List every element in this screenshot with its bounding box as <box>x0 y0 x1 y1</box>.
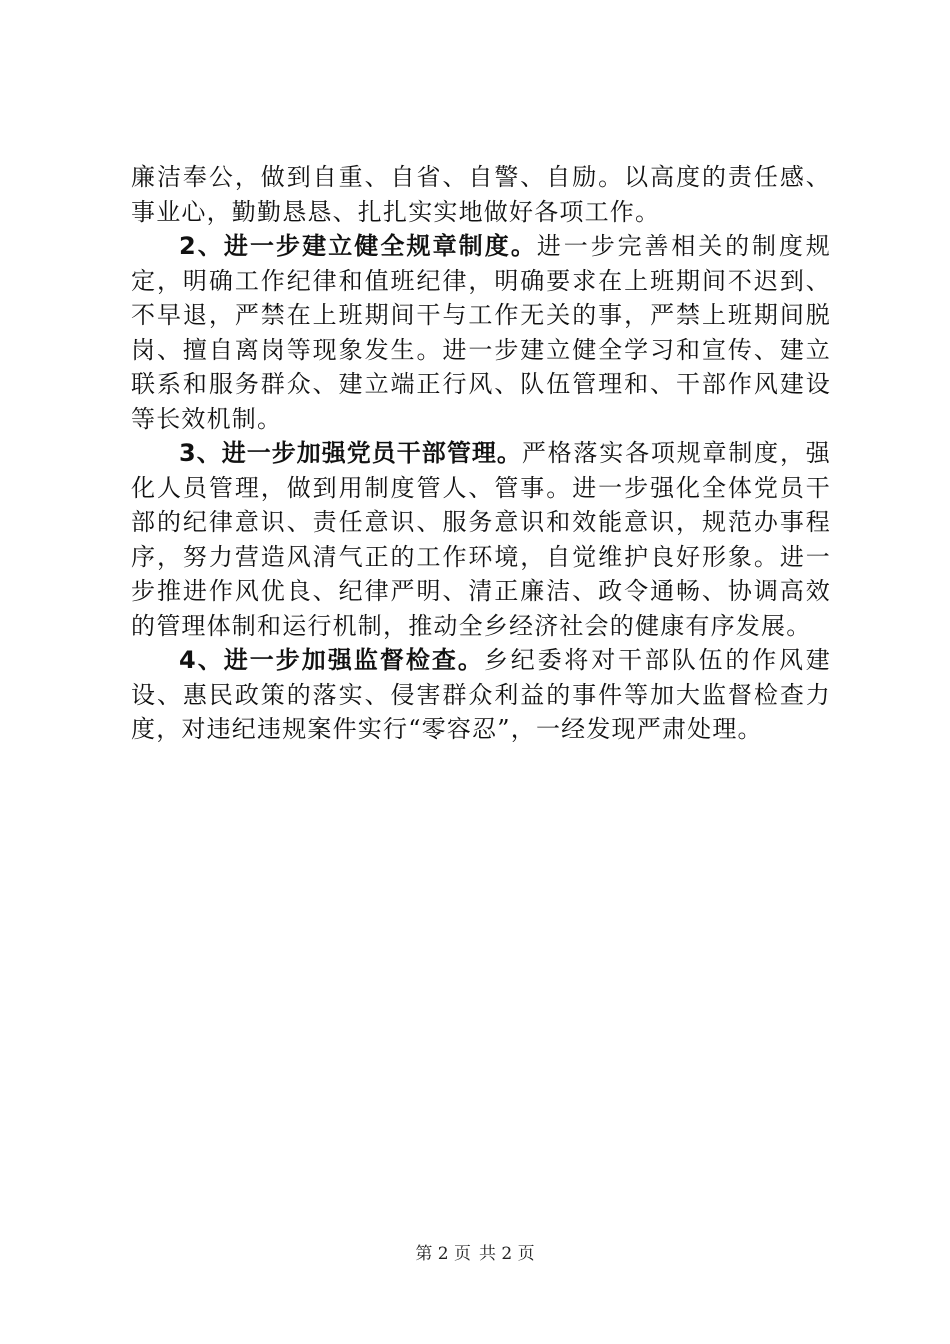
paragraph-3-heading: 3、进一步加强党员干部管理。 <box>179 439 522 467</box>
paragraph-4-heading: 4、进一步加强监督检查。 <box>179 646 484 674</box>
paragraph-continuation <box>131 160 831 229</box>
paragraph-4-body: 乡纪委将对干部队伍的作风建设、惠民政策的落实、侵害群众利益的事件等加大监督检查力度，对违纪违规案件实行“零容忍”，一经发现严肃处理。 <box>131 646 831 743</box>
page-total: 共 2 页 <box>479 1244 535 1264</box>
paragraph-2-body: 进一步完善相关的制度规定，明确工作纪律和值班纪律，明确要求在上班期间不迟到、不早退，严禁在上班期间干与工作无关的事，严禁上班期间脱岗、擅自离岗等现象发生。进一步建立健全学习和宣传、建立联系和服务群众、建立端正行风、队伍管理和、干部作风建设等长效机制。 <box>131 232 831 433</box>
page-number: 第 2 页 <box>415 1244 471 1264</box>
paragraph-supervision <box>131 643 831 747</box>
paragraph-1-body: 廉洁奉公，做到自重、自省、自警、自励。以高度的责任感、事业心，勤勤恳恳、扎扎实实地做好各项工作。 <box>131 163 831 226</box>
paragraph-rules-system <box>131 229 831 436</box>
paragraph-cadre-management <box>131 436 831 643</box>
document-body <box>131 160 831 747</box>
paragraph-2-heading: 2、进一步建立健全规章制度。 <box>179 232 537 260</box>
paragraph-3-body: 严格落实各项规章制度，强化人员管理，做到用制度管人、管事。进一步强化全体党员干部的纪律意识、责任意识、服务意识和效能意识，规范办事程序，努力营造风清气正的工作环境，自觉维护良好形象。进一步推进作风优良、纪律严明、清正廉洁、政令通畅、协调高效的管理体制和运行机制，推动全乡经济社会的健康有序发展。 <box>131 439 831 640</box>
page-footer <box>0 1243 950 1265</box>
